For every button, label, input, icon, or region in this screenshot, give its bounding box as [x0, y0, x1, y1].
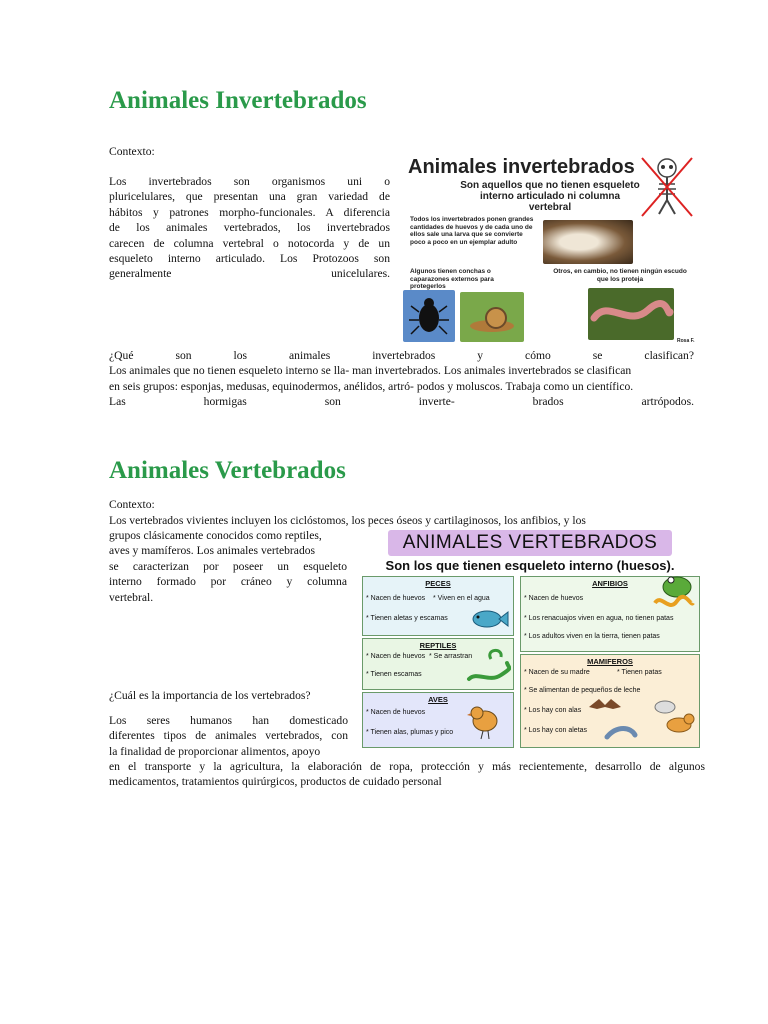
- frog-icon: [647, 573, 697, 617]
- mamiferos-box: [520, 654, 700, 748]
- peces-box: [362, 576, 514, 636]
- text-line: aves y mamíferos. Los animales vertebrados: [109, 544, 316, 558]
- text-line: diferentes tipos de animales vertebrados, con: [109, 729, 348, 743]
- text-line: Los animales que no tienen esqueleto interno se lla- man invertebrados. Los animales invertebrados se clasifican: [109, 364, 632, 378]
- chart-title: ANIMALES VERTEBRADOS: [388, 530, 672, 556]
- mamiferos-item: * Tienen patas: [617, 669, 662, 676]
- crossed-skeleton-icon: [640, 154, 694, 218]
- text-line: Las hormigas son inverte- brados artrópodos.: [109, 395, 694, 409]
- mammals-icon: [587, 695, 697, 745]
- peces-item: * Viven en el agua: [433, 595, 490, 602]
- text-line: vertebral.: [109, 590, 154, 604]
- worm-photo: [588, 288, 674, 340]
- text-line: interno formado por cráneo y columna: [109, 575, 347, 589]
- bird-icon: [467, 699, 503, 743]
- text-line: hábitos y patrones morpho-funcionales. A diferencia: [109, 205, 390, 219]
- invertebrates-infographic: [400, 150, 696, 346]
- peces-item: * Tienen aletas y escamas: [366, 615, 448, 622]
- fish-icon: [469, 607, 509, 631]
- text-line: carecen de columna vertebral o notocorda y de un: [109, 236, 390, 250]
- text-line: de los animales vertebrados, los invertebrados: [109, 221, 390, 235]
- section-title-invertebrados: Animales Invertebrados: [109, 87, 367, 114]
- mamiferos-item: * Los hay con alas: [524, 707, 582, 714]
- paragraph-vertebrates-importance: [109, 713, 348, 759]
- reptiles-item: * Nacen de huevos: [366, 653, 426, 660]
- reptiles-label: REPTILES: [419, 641, 457, 650]
- context-label: Contexto:: [109, 498, 155, 511]
- paragraph-invertebrates-classification: [109, 348, 694, 410]
- text-line: Los seres humanos han domesticado: [109, 714, 348, 727]
- others-note: Otros, en cambio, no tienen ningún escudo que los proteja: [553, 268, 687, 283]
- vertebrates-chart: [360, 528, 702, 752]
- text-line: grupos clásicamente conocidos como reptiles,: [109, 529, 322, 542]
- infographic-subtitle: Son aquellos que no tienen esqueleto interno articulado ni columna vertebral: [460, 180, 640, 213]
- context-label: Contexto:: [109, 145, 155, 158]
- paragraph-vertebrates-intro: [109, 528, 347, 605]
- text-line: ¿Qué son los animales invertebrados y cómo se clasifican?: [109, 349, 694, 362]
- text-line: en seis grupos: esponjas, medusas, equinodermos, anélidos, artró- podos y moluscos. Trabaja como un científico.: [109, 379, 634, 393]
- reptiles-box: [362, 638, 514, 690]
- anfibios-item: * Los adultos viven en la tierra, tienen patas: [524, 633, 660, 640]
- text-line: en el transporte y la agricultura, la elaboración de ropa, protección y más recientemente, desarrollo de algunos: [109, 760, 705, 773]
- aves-item: * Tienen alas, plumas y pico: [366, 729, 454, 736]
- peces-item: * Nacen de huevos: [366, 595, 426, 602]
- text-line: se caracterizan por poseer un esqueleto: [109, 559, 347, 573]
- larva-photo: [543, 220, 633, 264]
- section-title-vertebrados: Animales Vertebrados: [109, 457, 346, 484]
- beetle-photo: [403, 290, 455, 342]
- text-line: esqueleto interno articulado. Los Protozoos son: [109, 252, 390, 266]
- paragraph-invertebrates-intro: [109, 174, 390, 282]
- anfibios-item: * Los renacuajos viven en agua, no tienen patas: [524, 615, 674, 622]
- text-line: la finalidad de proporcionar alimentos, apoyo: [109, 744, 321, 758]
- paragraph-vertebrates-importance-cont: [109, 759, 705, 790]
- anfibios-label: ANFIBIOS: [592, 579, 628, 588]
- chart-subtitle: Son los que tienen esqueleto interno (huesos).: [385, 558, 675, 573]
- question-heading: ¿Cuál es la importancia de los vertebrados?: [109, 689, 311, 702]
- text-line: Los invertebrados son organismos uni o: [109, 175, 390, 188]
- snail-photo: [460, 292, 524, 342]
- text-line: Los vertebrados vivientes incluyen los ciclóstomos, los peces óseos y cartilaginosos, los anfibios, y los: [109, 514, 586, 527]
- image-credit: Rosa F.: [677, 338, 695, 344]
- mamiferos-item: * Nacen de su madre: [524, 669, 590, 676]
- text-line: medicamentos, tratamientos quirúrgicos, productos de cuidado personal: [109, 775, 442, 789]
- anfibios-box: [520, 576, 700, 652]
- mamiferos-item: * Los hay con aletas: [524, 727, 588, 734]
- reptile-icon: [463, 645, 511, 687]
- aves-box: [362, 692, 514, 748]
- text-line: generalmente unicelulares.: [109, 267, 390, 281]
- aves-item: * Nacen de huevos: [366, 709, 426, 716]
- reptiles-item: * Tienen escamas: [366, 671, 422, 678]
- anfibios-item: * Nacen de huevos: [524, 595, 584, 602]
- reptiles-item: * Se arrastran: [429, 653, 473, 660]
- eggs-note: Todos los invertebrados ponen grandes cantidades de huevos y de cada uno de ellos sale una larva que se convierte poco a poco en un ejemplar adulto: [410, 216, 534, 246]
- mamiferos-label: MAMIFEROS: [587, 657, 633, 666]
- mamiferos-item: * Se alimentan de pequeños de leche: [524, 687, 641, 694]
- infographic-title: Animales invertebrados: [408, 156, 635, 178]
- shells-note: Algunos tienen conchas o caparazones externos para protegerlos: [410, 268, 494, 290]
- peces-label: PECES: [425, 579, 451, 588]
- text-line: pluricelulares, que presentan una gran variedad de: [109, 190, 390, 204]
- aves-label: AVES: [428, 695, 448, 704]
